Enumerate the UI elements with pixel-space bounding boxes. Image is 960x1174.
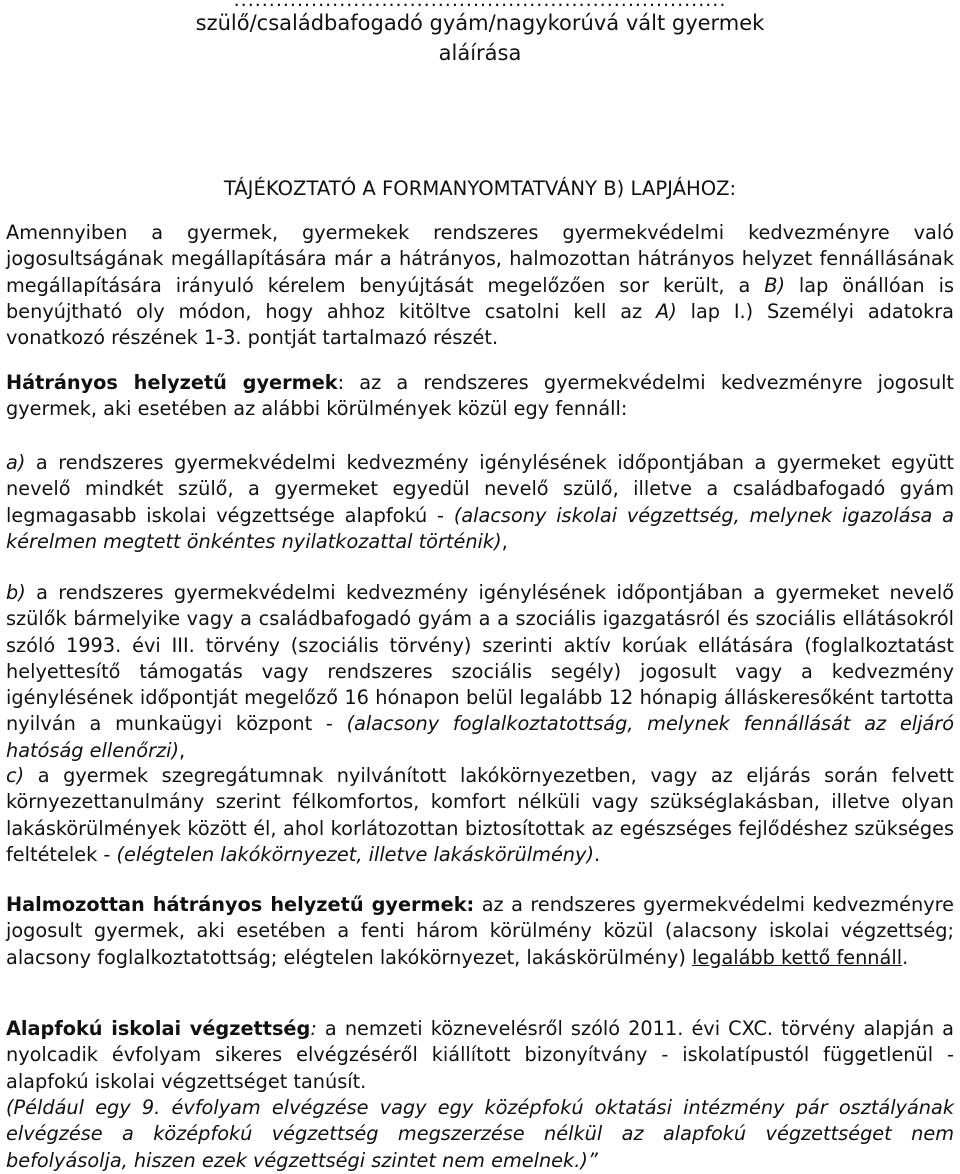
multiple-term: Halmozottan hátrányos helyzetű gyermek: xyxy=(6,893,475,916)
item-c-tail: . xyxy=(593,842,601,866)
item-c-italic: (elégtelen lakókörnyezet, illetve lakáskörülmény) xyxy=(116,842,594,866)
page-title: TÁJÉKOZTATÓ A FORMANYOMTATVÁNY B) LAPJÁHOZ: xyxy=(223,177,737,200)
item-a-italic: (alacsony iskolai végzettség, melynek igazolása a kérelmen megtett önkéntes nyilatkozattal történik) xyxy=(6,503,954,553)
item-a-text: a rendszeres gyermekvédelmi kedvezmény igénylésének időpontjában a gyermeket együtt nevelő mindkét szülő, a gyermeket egyedül nevelő szülő, illetve a családbafogadó gyám legmagasabb iskolai végzettsége alapfokú - xyxy=(6,451,954,527)
basic-education-text: a nemzeti köznevelésről szóló 2011. évi CXC. törvény alapján a nyolcadik évfolyam sikeres elvégzéséről kiállított bizonyítvány - iskolatípustól függetlenül - alapfokú iskolai végzettséget tanúsít. xyxy=(6,1017,954,1093)
item-b xyxy=(6,580,954,764)
item-c xyxy=(6,763,954,868)
disadvantaged-term: Hátrányos helyzetű gyermek xyxy=(6,371,338,394)
basic-education-colon: : xyxy=(310,1017,317,1040)
signature-caption xyxy=(0,8,960,68)
intro-text: Amennyiben a gyermek, gyermekek rendszeres gyermekvédelmi kedvezményre való jogosultságának megállapítására már a hátrányos, halmozottan hátrányos helyzet fennállásának megállapítására irányuló kérelem benyújtását megelőzően sor került, a xyxy=(6,221,954,297)
item-b-italic: (alacsony foglalkoztatottság, melynek fennállását az eljáró hatóság ellenőrzi) xyxy=(6,712,954,762)
intro-b-ref: B) xyxy=(764,273,785,297)
item-c-label: c) xyxy=(6,764,25,787)
basic-education-term: Alapfokú iskolai végzettség xyxy=(6,1017,311,1040)
basic-education-example xyxy=(6,1095,954,1174)
disadvantaged-definition xyxy=(6,370,954,423)
signature-caption-line2: aláírása xyxy=(438,41,522,65)
item-a xyxy=(6,450,954,555)
item-a-label: a) xyxy=(6,451,26,474)
multiple-text: az a rendszeres gyermekvédelmi kedvezményre jogosult gyermek, aki esetében a fenti három körülmény közül (alacsony iskolai végzettség; alacsony foglalkoztatottság; elégtelen lakókörnyezet, lakáskörülmény) xyxy=(6,893,955,969)
disadvantaged-text: : az a rendszeres gyermekvédelmi kedvezményre jogosult gyermek, aki esetében az alábbi körülmények közül egy fennáll: xyxy=(6,371,954,421)
intro-paragraph xyxy=(6,220,954,351)
item-b-label: b) xyxy=(6,581,26,604)
multiple-disadvantaged-definition xyxy=(6,892,954,971)
item-b-text: a rendszeres gyermekvédelmi kedvezmény igénylésének időpontjában a gyermeket nevelő szülők bármelyike vagy a családbafogadó gyám a a szociális igazgatásról és szociális ellátásokról szóló 1993. évi III. törvény (szociális törvény) szerinti aktív korúak ellátására (foglalkoztatást helyettesítő támogatás vagy rendszeres szociális segély) jogosult vagy a kedvezmény igénylésének időpontját megelőző 16 hónapon belül legalább 12 hónapig álláskeresőként tartotta nyilván a munkaügyi központ - xyxy=(6,581,954,736)
multiple-underlined: legalább kettő fennáll xyxy=(692,945,903,969)
signature-line: ...................................................................... xyxy=(233,0,727,11)
item-c-text: a gyermek szegregátumnak nyilvánított lakókörnyezetben, vagy az eljárás során felvett környezettanulmány szerint félkomfortos, komfort nélküli vagy szükséglakásban, illetve olyan lakáskörülmények között él, ahol korlátozottan biztosítottak az egészséges fejlődéshez szükséges feltételek - xyxy=(6,764,954,866)
item-b-tail: , xyxy=(179,738,186,762)
basic-education-example-text: (Például egy 9. évfolyam elvégzése vagy egy középfokú oktatási intézmény pár osztályának elvégzése a középfokú végzettség megszerzése nélkül az alapfokú végzettséget nem befolyásolja, hiszen ezek végzettségi szintet nem emelnek.)” xyxy=(6,1096,954,1172)
basic-education-definition xyxy=(6,1016,954,1095)
item-a-tail: , xyxy=(501,529,508,553)
intro-text-3: lap I.) Személyi adatokra vonatkozó részének 1-3. pontját tartalmazó részét. xyxy=(6,299,954,350)
multiple-tail: . xyxy=(902,945,909,969)
signature-caption-line1: szülő/családbafogadó gyám/nagykorúvá vált gyermek xyxy=(195,11,765,35)
intro-a-ref: A) xyxy=(656,299,677,323)
intro-text-2: lap önállóan is benyújtható oly módon, hogy ahhoz kitöltve csatolni kell az xyxy=(6,273,954,323)
